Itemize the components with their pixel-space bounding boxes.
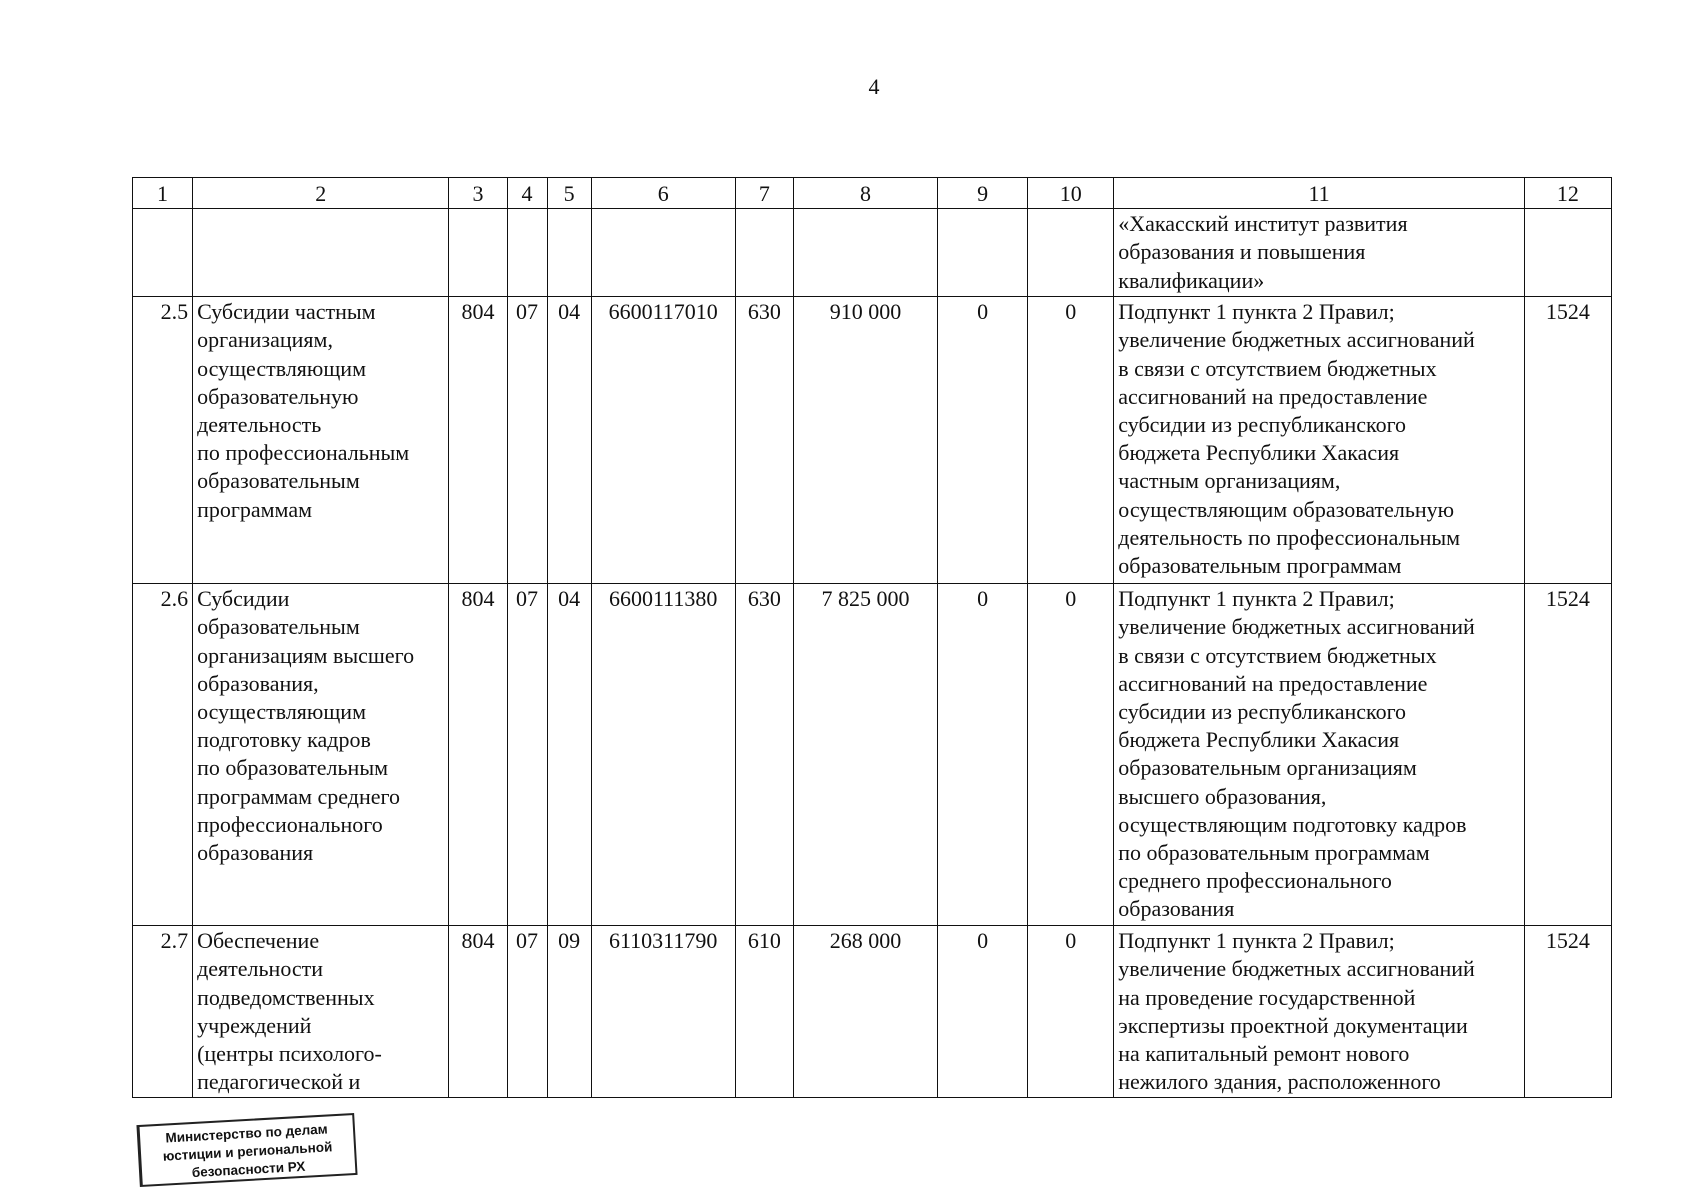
ministry-code-cell: 804 <box>449 584 507 926</box>
expense-type-cell: 610 <box>735 926 793 1098</box>
empty-cell <box>507 209 547 297</box>
expense-type-cell: 630 <box>735 297 793 584</box>
subsection-code-cell: 04 <box>547 584 591 926</box>
subsection-code-cell: 09 <box>547 926 591 1098</box>
section-code-cell: 07 <box>507 926 547 1098</box>
row-number-cell: 2.5 <box>133 297 193 584</box>
amount-cell: 0 <box>1028 926 1114 1098</box>
target-article-cell: 6600111380 <box>591 584 735 926</box>
amount-cell: 7 825 000 <box>793 584 937 926</box>
column-number: 6 <box>591 178 735 209</box>
empty-cell <box>938 209 1028 297</box>
amount-cell: 0 <box>938 926 1028 1098</box>
justification-cell: Подпункт 1 пункта 2 Правил; увеличение бюджетных ассигнований в связи с отсутствием бюджетных ассигнований на предоставление субсидии из республиканского бюджета Республики Хакасия образовательным организациям высшего образования, осуществляющим подготовку кадров по образовательным программам среднего профессионального образования <box>1114 584 1525 926</box>
column-number: 12 <box>1524 178 1611 209</box>
column-number: 1 <box>133 178 193 209</box>
column-number: 5 <box>547 178 591 209</box>
section-code-cell: 07 <box>507 297 547 584</box>
item-name-cell: Субсидии образовательным организациям высшего образования, осуществляющим подготовку кадров по образовательным программам среднего профессионального образования <box>193 584 449 926</box>
ministry-stamp <box>136 1113 357 1187</box>
empty-cell <box>793 209 937 297</box>
column-number: 11 <box>1114 178 1525 209</box>
budget-table <box>132 177 1612 1098</box>
amount-cell: 0 <box>938 297 1028 584</box>
amount-cell: 0 <box>1028 297 1114 584</box>
amount-cell: 0 <box>938 584 1028 926</box>
subsection-code-cell: 04 <box>547 297 591 584</box>
section-code-cell: 07 <box>507 584 547 926</box>
column-number: 8 <box>793 178 937 209</box>
stamp-line: безопасности РХ <box>191 1158 306 1181</box>
empty-cell <box>547 209 591 297</box>
column-number: 7 <box>735 178 793 209</box>
row-number-cell: 2.6 <box>133 584 193 926</box>
code-cell: 1524 <box>1524 926 1611 1098</box>
continuation-row <box>133 209 1612 297</box>
target-article-cell: 6110311790 <box>591 926 735 1098</box>
justification-cell: Подпункт 1 пункта 2 Правил; увеличение бюджетных ассигнований на проведение государственной экспертизы проектной документации на капитальный ремонт нового нежилого здания, расположенного <box>1114 926 1525 1098</box>
empty-cell <box>1524 209 1611 297</box>
empty-cell <box>591 209 735 297</box>
target-article-cell: 6600117010 <box>591 297 735 584</box>
column-number-row <box>133 178 1612 209</box>
amount-cell: 0 <box>1028 584 1114 926</box>
empty-cell <box>133 209 193 297</box>
ministry-code-cell: 804 <box>449 926 507 1098</box>
amount-cell: 910 000 <box>793 297 937 584</box>
stamp-line: Министерство по делам <box>165 1121 329 1146</box>
table-row <box>133 584 1612 926</box>
ministry-code-cell: 804 <box>449 297 507 584</box>
column-number: 4 <box>507 178 547 209</box>
column-number: 10 <box>1028 178 1114 209</box>
empty-cell <box>193 209 449 297</box>
empty-cell <box>735 209 793 297</box>
expense-type-cell: 630 <box>735 584 793 926</box>
column-number: 3 <box>449 178 507 209</box>
code-cell: 1524 <box>1524 297 1611 584</box>
column-number: 9 <box>938 178 1028 209</box>
empty-cell <box>1028 209 1114 297</box>
item-name-cell: Обеспечение деятельности подведомственных учреждений (центры психолого- педагогической и <box>193 926 449 1098</box>
table-row <box>133 297 1612 584</box>
code-cell: 1524 <box>1524 584 1611 926</box>
amount-cell: 268 000 <box>793 926 937 1098</box>
table-row <box>133 926 1612 1098</box>
column-number: 2 <box>193 178 449 209</box>
item-name-cell: Субсидии частным организациям, осуществляющим образовательную деятельность по профессиональным образовательным программам <box>193 297 449 584</box>
justification-cell: Подпункт 1 пункта 2 Правил; увеличение бюджетных ассигнований в связи с отсутствием бюджетных ассигнований на предоставление субсидии из республиканского бюджета Республики Хакасия частным организациям, осуществляющим образовательную деятельность по профессиональным образовательным программам <box>1114 297 1525 584</box>
row-number-cell: 2.7 <box>133 926 193 1098</box>
justification-cell: «Хакасский институт развития образования и повышения квалификации» <box>1114 209 1525 297</box>
page-number: 4 <box>868 74 880 99</box>
empty-cell <box>449 209 507 297</box>
stamp-line: юстиции и региональной <box>162 1139 333 1164</box>
